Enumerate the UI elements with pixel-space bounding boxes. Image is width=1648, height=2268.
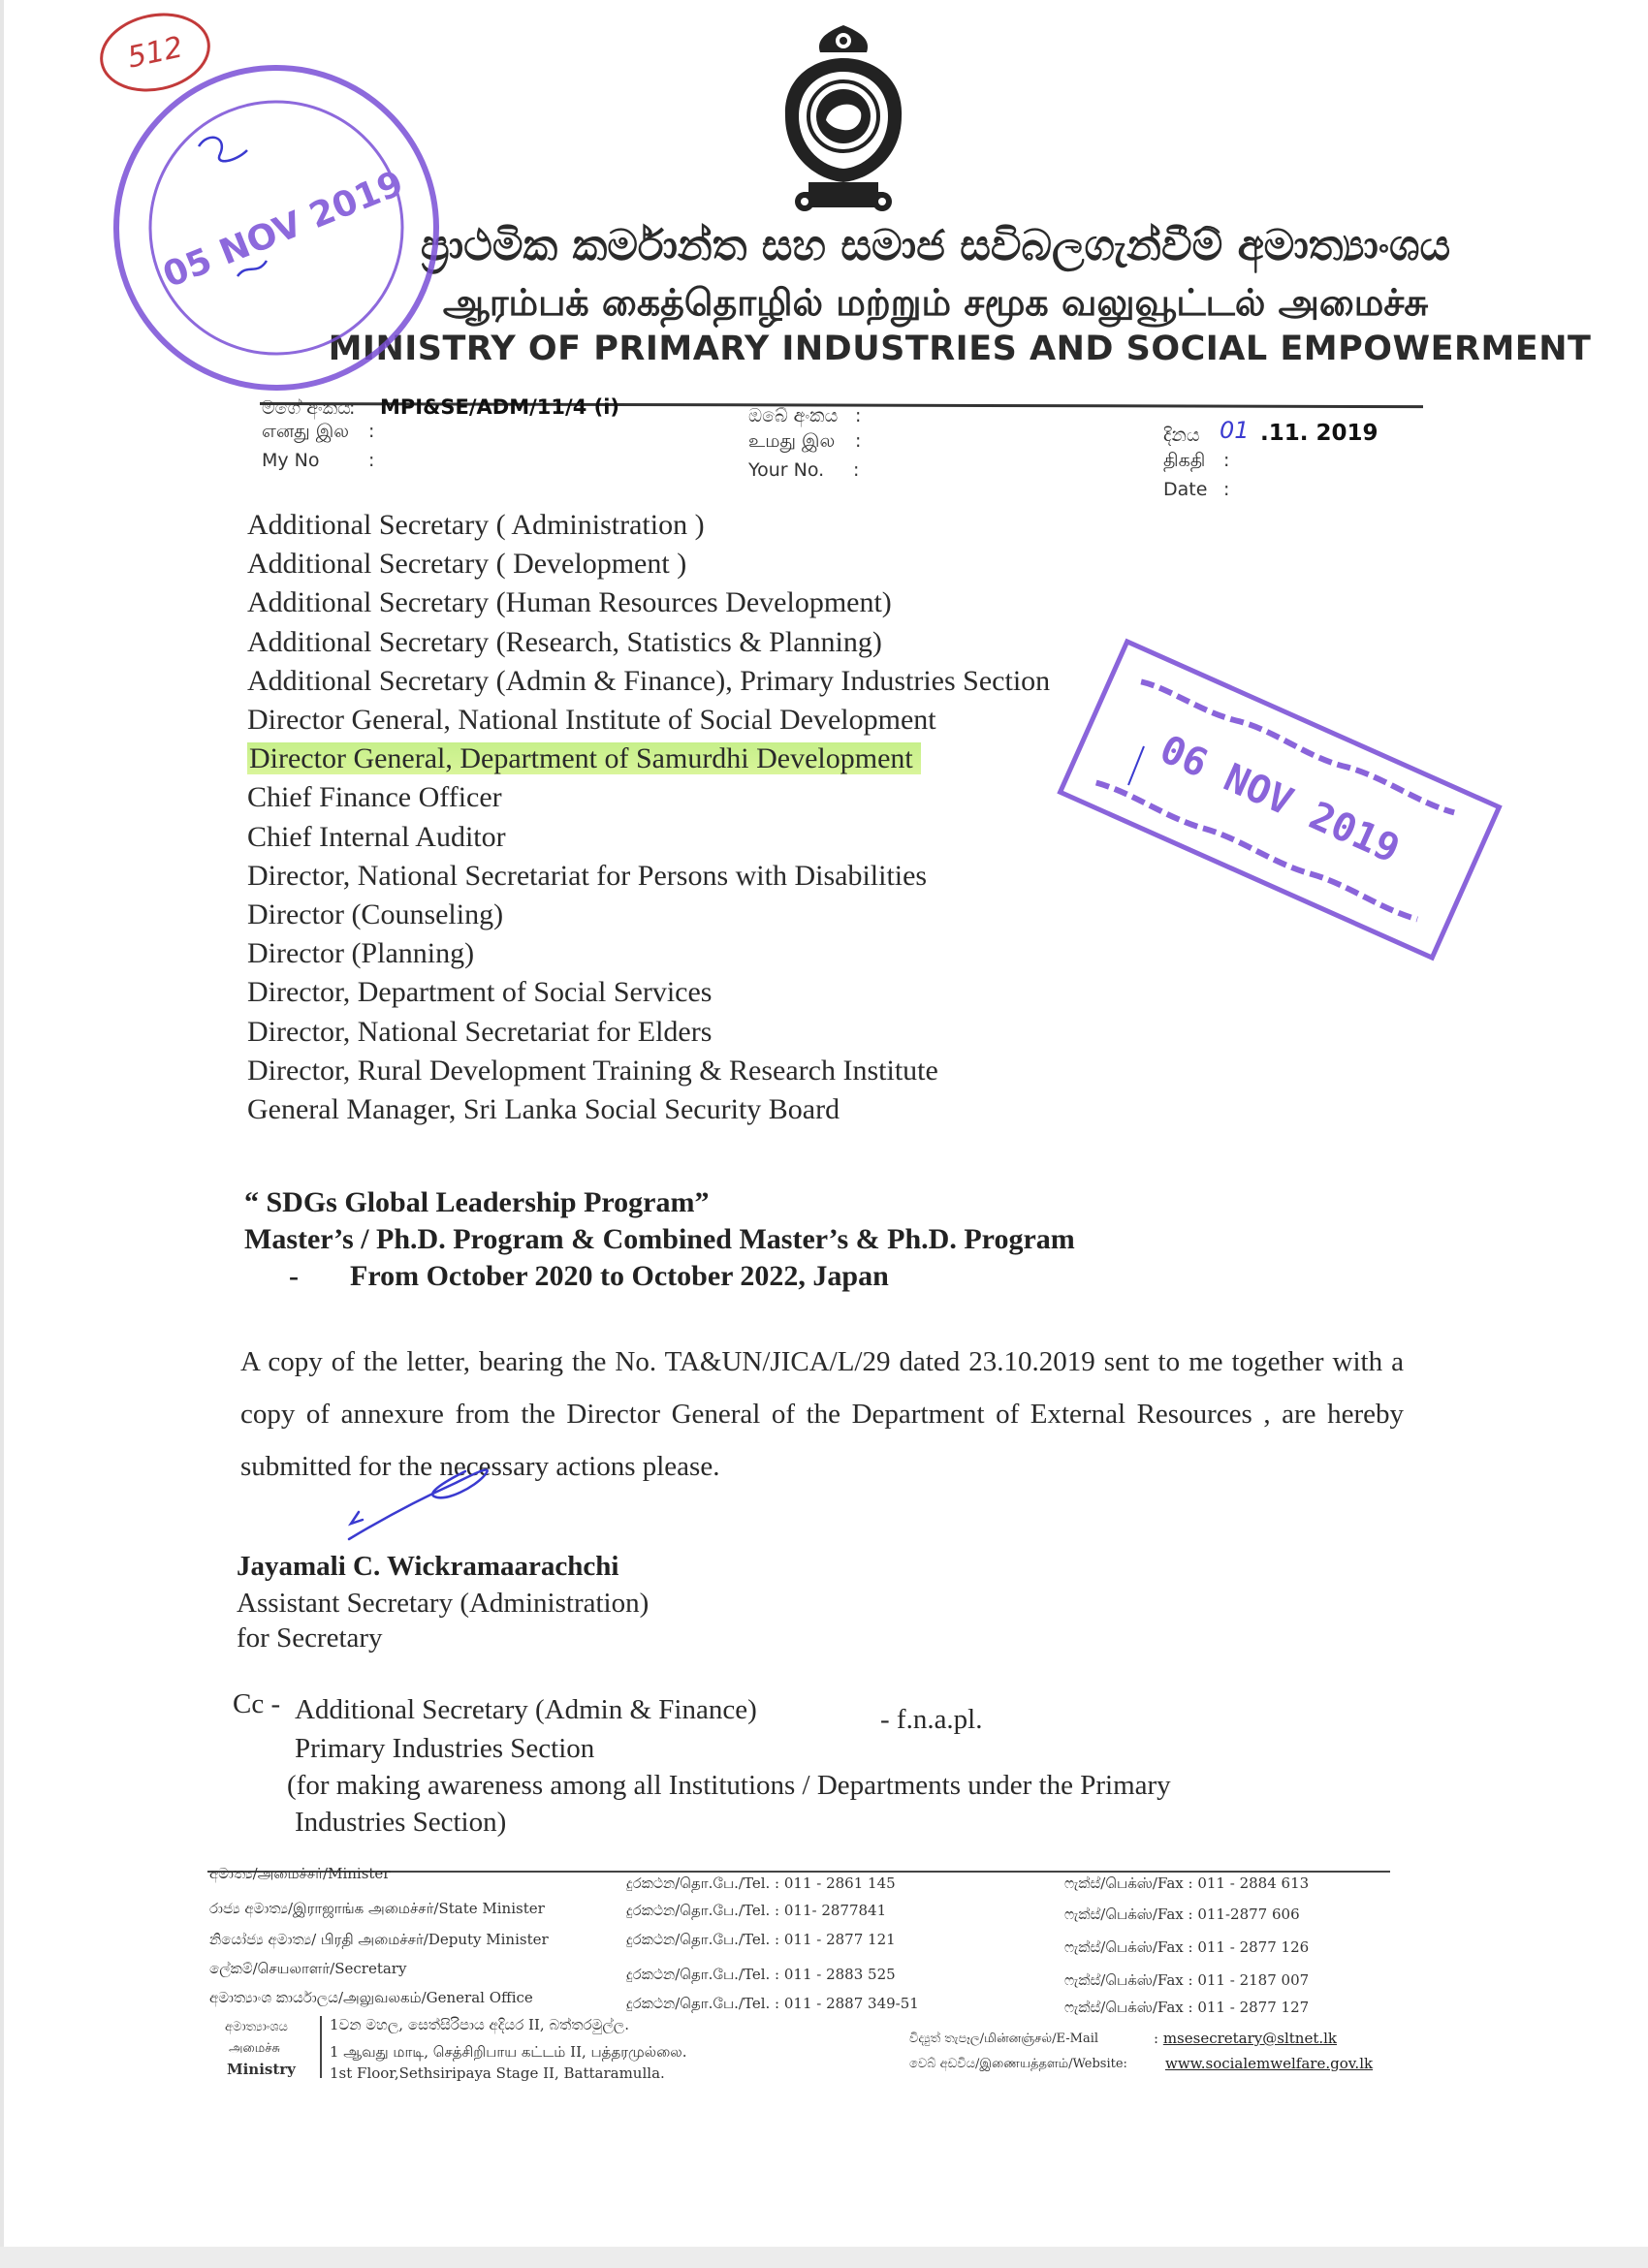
your-no-label-en: Your No.: [748, 459, 825, 481]
footer-tel: දුරකථන/தொ.பே./Tel. : 011 - 2887 349-51: [626, 1995, 919, 2012]
your-no-colon-en: :: [853, 459, 860, 481]
my-no-colon-ta: :: [368, 421, 375, 442]
your-no-label-ta: உமது இல: [748, 430, 836, 452]
tel-number: 011 - 2887 349-51: [783, 1995, 919, 2012]
addressee-item: Director, National Secretariat for Persons with Disabilities: [247, 859, 928, 892]
date-colon-en: :: [1223, 479, 1230, 500]
footer-office: රාජ්‍ය අමාත්‍ය/இராஜாங்க அமைச்சர்/State Minister: [209, 1900, 545, 1917]
date-label-en: Date: [1163, 479, 1208, 500]
fax-number: 011 - 2187 007: [1197, 1971, 1310, 1989]
my-no-label-en: My No: [262, 450, 320, 471]
signatory-title: Assistant Secretary (Administration): [237, 1588, 650, 1619]
signatory-name: Jayamali C. Wickramaarachchi: [237, 1551, 619, 1582]
your-no-label-si: ඔබේ අංකය: [748, 405, 839, 426]
rect-stamp-date: 06 NOV 2019: [1153, 727, 1407, 872]
my-no-label-si: මගේ අංකය: [262, 397, 351, 419]
address-line: 1 ஆவது மாடி, செத்சிறிபாய கட்டம் II, பத்தரமுல்லை.: [330, 2043, 687, 2061]
date-colon-ta: :: [1223, 450, 1230, 471]
fax-label: ෆැක්ස්/பெக்ஸ்/Fax: [1064, 1906, 1184, 1923]
subject-dash: -: [289, 1260, 299, 1292]
footer-tel: දුරකථන/தொ.பே./Tel. : 011 - 2861 145: [626, 1874, 896, 1892]
received-stamp-round: [102, 53, 451, 402]
your-no-colon-ta: :: [855, 430, 862, 452]
subject-line-2: Master’s / Ph.D. Program & Combined Master’s & Ph.D. Program: [244, 1223, 1075, 1255]
address-line: 1වන මහල, සෙත්සිරිපාය අදියර II, බත්තරමුල්ල.: [330, 2016, 630, 2033]
date-label-ta: திகதி: [1163, 450, 1206, 471]
footer-fax: ෆැක්ස්/பெக்ஸ்/Fax : 011 - 2187 007: [1064, 1971, 1310, 1989]
tel-number: 011- 2877841: [783, 1902, 887, 1919]
tel-number: 011 - 2877 121: [783, 1931, 896, 1948]
cc-line-1: Additional Secretary (Admin & Finance): [295, 1694, 757, 1725]
cc-line-3: (for making awareness among all Institutions / Departments under the Primary: [287, 1770, 1171, 1801]
fax-label: ෆැක්ස්/பெக்ஸ்/Fax: [1064, 1971, 1184, 1989]
cc-action: - f.n.a.pl.: [880, 1704, 983, 1735]
footer-fax: ෆැක්ස්/பெக்ஸ்/Fax : 011 - 2877 127: [1064, 1999, 1310, 2016]
tel-label: දුරකථන/தொ.பே./Tel.: [626, 1931, 771, 1948]
footer-office: අමාත්‍ය/அமைச்சர்/Minister: [209, 1865, 391, 1882]
cc-line-2: Primary Industries Section: [295, 1733, 595, 1764]
ministry-title-tamil: ஆரம்பக் கைத்தொழில் மற்றும் சமூக வலுவூட்டல் அமைச்சு: [442, 281, 1429, 324]
my-no-value: MPI&SE/ADM/11/4 (i): [380, 395, 620, 419]
cc-line-4: Industries Section): [295, 1807, 507, 1838]
addressee-item: Director (Counseling): [247, 898, 504, 931]
ref-number: 512: [124, 30, 186, 76]
address-bracket: [320, 2016, 322, 2078]
email-label: විද්‍යුත් තැපෑල/மின்னஞ்சல்/E-Mail: [909, 2032, 1099, 2046]
fax-label: ෆැක්ස්/பெக்ஸ்/Fax: [1064, 1938, 1184, 1956]
footer-office: නියෝජ්‍ය අමාත්‍ය/ பிரதி அமைச்சர்/Deputy Minister: [209, 1931, 549, 1948]
email-address[interactable]: msesecretary@sltnet.lk: [1162, 2030, 1338, 2047]
your-no-colon-si: :: [855, 405, 862, 426]
address-line: 1st Floor,Sethsiripaya Stage II, Battaramulla.: [330, 2064, 665, 2082]
footer-fax: ෆැක්ස්/பெக்ஸ்/Fax : 011-2877 606: [1064, 1906, 1300, 1923]
addressee-item: Additional Secretary (Human Resources Development): [247, 586, 892, 619]
fax-label: ෆැක්ස්/பெக்ஸ்/Fax: [1064, 1874, 1184, 1892]
addressee-item: Chief Internal Auditor: [247, 820, 506, 853]
round-stamp-date: 05 NOV 2019: [157, 163, 409, 297]
signatory-for: for Secretary: [237, 1622, 383, 1654]
footer-tel: දුරකථන/தொ.பே./Tel. : 011 - 2883 525: [626, 1966, 896, 1983]
subject-line-1: “ SDGs Global Leadership Program”: [244, 1186, 710, 1218]
fax-number: 011-2877 606: [1197, 1906, 1300, 1923]
date-handwritten: 01: [1220, 417, 1250, 444]
addressee-item: Additional Secretary (Admin & Finance), Primary Industries Section: [247, 664, 1051, 697]
tel-number: 011 - 2861 145: [783, 1874, 896, 1892]
website-label: වෙබ් අඩවිය/இணையத்தளம்/Website:: [909, 2057, 1127, 2071]
fax-number: 011 - 2884 613: [1197, 1874, 1310, 1892]
my-no-colon-en: :: [368, 450, 375, 471]
my-no-label-ta: எனது இல: [262, 421, 350, 442]
subject-line-3-text: From October 2020 to October 2022, Japan: [350, 1260, 889, 1292]
footer-tel: දුරකථන/தொ.பே./Tel. : 011 - 2877 121: [626, 1931, 896, 1948]
website-link[interactable]: www.socialemwelfare.gov.lk: [1165, 2055, 1374, 2072]
subject-block: [244, 1184, 1311, 1295]
fax-number: 011 - 2877 126: [1197, 1938, 1310, 1956]
fax-number: 011 - 2877 127: [1197, 1999, 1310, 2016]
addressee-item: Director, National Secretariat for Elders: [247, 1015, 713, 1048]
footer-fax: ෆැක්ස්/பெக்ஸ்/Fax : 011 - 2884 613: [1064, 1874, 1310, 1892]
addressee-item: Additional Secretary (Research, Statistics & Planning): [247, 625, 882, 658]
date-value: .11. 2019: [1260, 421, 1379, 446]
ministry-title-sinhala: ප්‍රාථමික කර්මාන්ත සහ සමාජ සවිබලගැන්වීම් අමාත්‍යාංශය: [420, 221, 1451, 270]
fax-label: ෆැක්ස්/பெக்ஸ்/Fax: [1064, 1999, 1184, 2016]
my-no-colon: :: [349, 397, 356, 419]
tel-number: 011 - 2883 525: [783, 1966, 896, 1983]
handwritten-signature: [339, 1454, 514, 1551]
address-label: Ministry: [227, 2061, 296, 2078]
cc-label: Cc -: [233, 1688, 281, 1719]
footer-office: අමාත්‍යාංශ කාර්යාලය/அலுவலகம்/General Office: [209, 1989, 533, 2006]
footer-fax: ෆැක්ස්/பெக்ஸ்/Fax : 011 - 2877 126: [1064, 1938, 1310, 1956]
addressee-item: Director General, National Institute of Social Development: [247, 704, 936, 737]
addressee-item: General Manager, Sri Lanka Social Security Board: [247, 1093, 840, 1126]
tel-label: දුරකථන/தொ.பே./Tel.: [626, 1966, 771, 1983]
address-label: අමාත්‍යාංශය: [225, 2020, 288, 2034]
tel-label: දුරකථන/தொ.பே./Tel.: [626, 1995, 771, 2012]
page-edge-bottom: [0, 2247, 1648, 2268]
tel-label: දුරකථන/தொ.பே./Tel.: [626, 1874, 771, 1892]
received-stamp-rectangular: [1047, 620, 1512, 979]
tel-label: දුරකථන/தொ.பே./Tel.: [626, 1902, 771, 1919]
ministry-title-english: MINISTRY OF PRIMARY INDUSTRIES AND SOCIAL EMPOWERMENT: [328, 330, 1592, 368]
footer-tel: දුරකථන/தொ.பே./Tel. : 011- 2877841: [626, 1902, 887, 1919]
body-paragraph: A copy of the letter, bearing the No. TA&UN/JICA/L/29 dated 23.10.2019 sent to me together with a copy of annexure from the Director General of the Department of External Resources , are hereby submitted for the necessary actions please.: [240, 1346, 1404, 1482]
subject-line-3: [244, 1258, 1311, 1295]
addressee-item: Additional Secretary ( Administration ): [247, 509, 705, 541]
addressee-item: Chief Finance Officer: [247, 781, 502, 814]
highlighted-text: Director General, Department of Samurdhi Development: [247, 742, 921, 774]
footer-office: ලේකම්/செயலாளர்/Secretary: [209, 1960, 407, 1977]
addressee-item: Additional Secretary ( Development ): [247, 548, 687, 581]
date-label-si: දිනය: [1163, 425, 1200, 446]
national-emblem-icon: [766, 19, 921, 213]
address-label: அமைச்சு: [229, 2041, 280, 2056]
addressee-item: Director, Department of Social Services: [247, 976, 713, 1009]
addressee-item: Director, Rural Development Training & Research Institute: [247, 1054, 938, 1087]
email-link[interactable]: : msesecretary@sltnet.lk: [1154, 2030, 1338, 2047]
addressee-item: Director (Planning): [247, 937, 475, 970]
